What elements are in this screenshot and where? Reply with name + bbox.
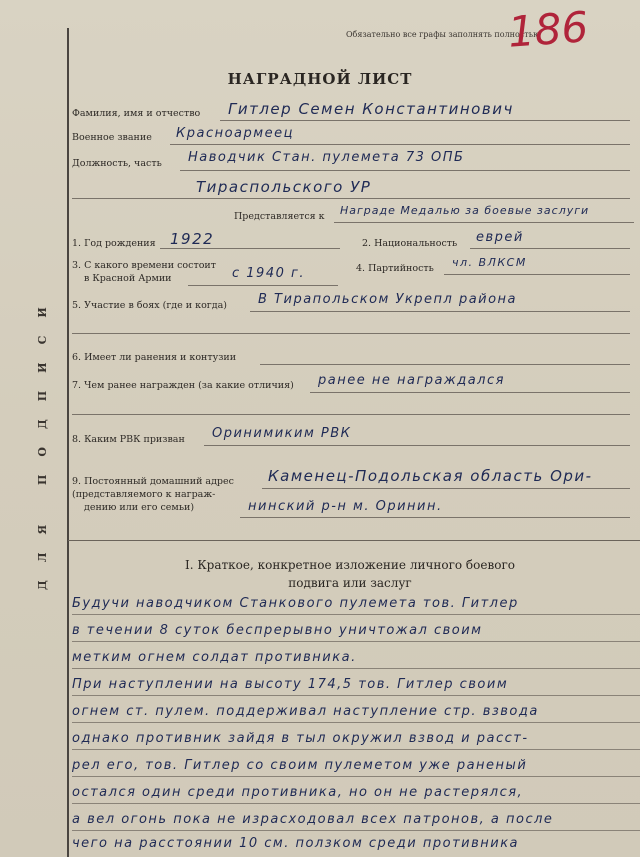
address-underline-1 <box>262 488 630 489</box>
text-line: в течении 8 суток беспрерывно уничтожал своим <box>72 623 483 638</box>
awards-underline-2 <box>72 414 630 415</box>
text-line: чего на расстоянии 10 см. ползком среди противника <box>72 836 520 851</box>
text-rule <box>72 776 640 777</box>
address-label-1: 9. Постоянный домашний адрес <box>72 476 234 487</box>
position-label: Должность, часть <box>72 158 162 169</box>
position-underline <box>180 170 630 171</box>
address-label-2: (представляемого к награж- <box>72 489 216 500</box>
nominated-underline <box>334 222 634 223</box>
rvk-value: Оринимиким РВК <box>212 426 352 441</box>
awards-value: ранее не награждался <box>318 373 505 388</box>
text-line: однако противник зайдя в тыл окружил взвод и расст- <box>72 731 529 746</box>
text-rule <box>72 722 640 723</box>
fio-label: Фамилия, имя и отчество <box>72 108 201 119</box>
rvk-underline <box>204 445 630 446</box>
text-rule <box>72 749 640 750</box>
battles-value: В Тирапольском Укрепл района <box>258 292 518 307</box>
fill-notice: Обязательно все графы заполнять полностью <box>346 30 541 39</box>
page-title: НАГРАДНОЙ ЛИСТ <box>227 70 413 88</box>
fio-underline <box>220 120 630 121</box>
service-label-2: в Красной Армии <box>84 273 172 284</box>
margin-line <box>67 28 69 857</box>
rank-value: Красноармеец <box>176 126 294 141</box>
service-underline <box>188 285 338 286</box>
text-line: рел его, тов. Гитлер со своим пулеметом уже раненый <box>72 758 528 773</box>
position-value-2: Тираспольского УР <box>196 178 372 196</box>
battles-underline-2 <box>72 333 630 334</box>
text-rule <box>72 830 640 831</box>
text-line: При наступлении на высоту 174,5 тов. Гитлер своим <box>72 677 509 692</box>
birth-value: 1922 <box>170 230 215 248</box>
position-value: Наводчик Стан. пулемета 73 ОПБ <box>188 150 465 165</box>
battles-underline <box>250 311 630 312</box>
text-rule <box>72 803 640 804</box>
wounds-label: 6. Имеет ли ранения и контузии <box>72 352 237 363</box>
nationality-label: 2. Национальность <box>362 238 458 249</box>
text-line: огнем ст. пулем. поддерживал наступление стр. взвода <box>72 704 539 719</box>
section-separator <box>68 540 640 541</box>
awards-label: 7. Чем ранее награжден (за какие отличия) <box>72 380 294 391</box>
nationality-value: еврей <box>476 230 524 245</box>
address-value-2: нинский р-н м. Оринин. <box>248 499 443 514</box>
birth-underline <box>160 248 340 249</box>
battles-label: 5. Участие в боях (где и когда) <box>72 300 228 311</box>
section-title-2: подвига или заслуг <box>288 576 412 590</box>
nationality-underline <box>470 248 630 249</box>
address-underline-2 <box>240 517 630 518</box>
rank-label: Военное звание <box>72 132 152 143</box>
fio-value: Гитлер Семен Константинович <box>228 100 514 118</box>
position-underline-2 <box>72 198 630 199</box>
party-label: 4. Партийность <box>356 263 434 274</box>
birth-label: 1. Год рождения <box>72 238 156 249</box>
awards-underline <box>310 392 630 393</box>
section-title-1: I. Краткое, конкретное изложение личного боевого <box>185 558 515 572</box>
text-line: а вел огонь пока не израсходовал всех патронов, а после <box>72 812 554 827</box>
service-label-1: 3. С какого времени состоит <box>72 260 217 271</box>
margin-signature-label: ДЛЯ ПОДПИСИ <box>36 289 49 591</box>
text-line: Будучи наводчиком Станкового пулемета тов. Гитлер <box>72 596 519 611</box>
text-rule <box>72 641 640 642</box>
text-line: метким огнем солдат противника. <box>72 650 357 665</box>
archive-number: 186 <box>506 2 590 57</box>
address-label-3: дению или его семьи) <box>84 502 195 513</box>
address-value-1: Каменец-Подольская область Ори- <box>268 467 593 485</box>
nominated-label: Представляется к <box>234 211 325 222</box>
rank-underline <box>170 144 630 145</box>
text-rule <box>72 695 640 696</box>
text-line: остался один среди противника, но он не растерялся, <box>72 785 524 800</box>
party-underline <box>444 274 630 275</box>
rvk-label: 8. Каким РВК призван <box>72 434 185 445</box>
party-value: чл. ВЛКСМ <box>452 256 527 269</box>
nominated-value: Награде Медалью за боевые заслуги <box>340 204 590 217</box>
text-rule <box>72 614 640 615</box>
text-rule <box>72 668 640 669</box>
wounds-underline <box>260 364 630 365</box>
service-value: с 1940 г. <box>232 266 305 281</box>
